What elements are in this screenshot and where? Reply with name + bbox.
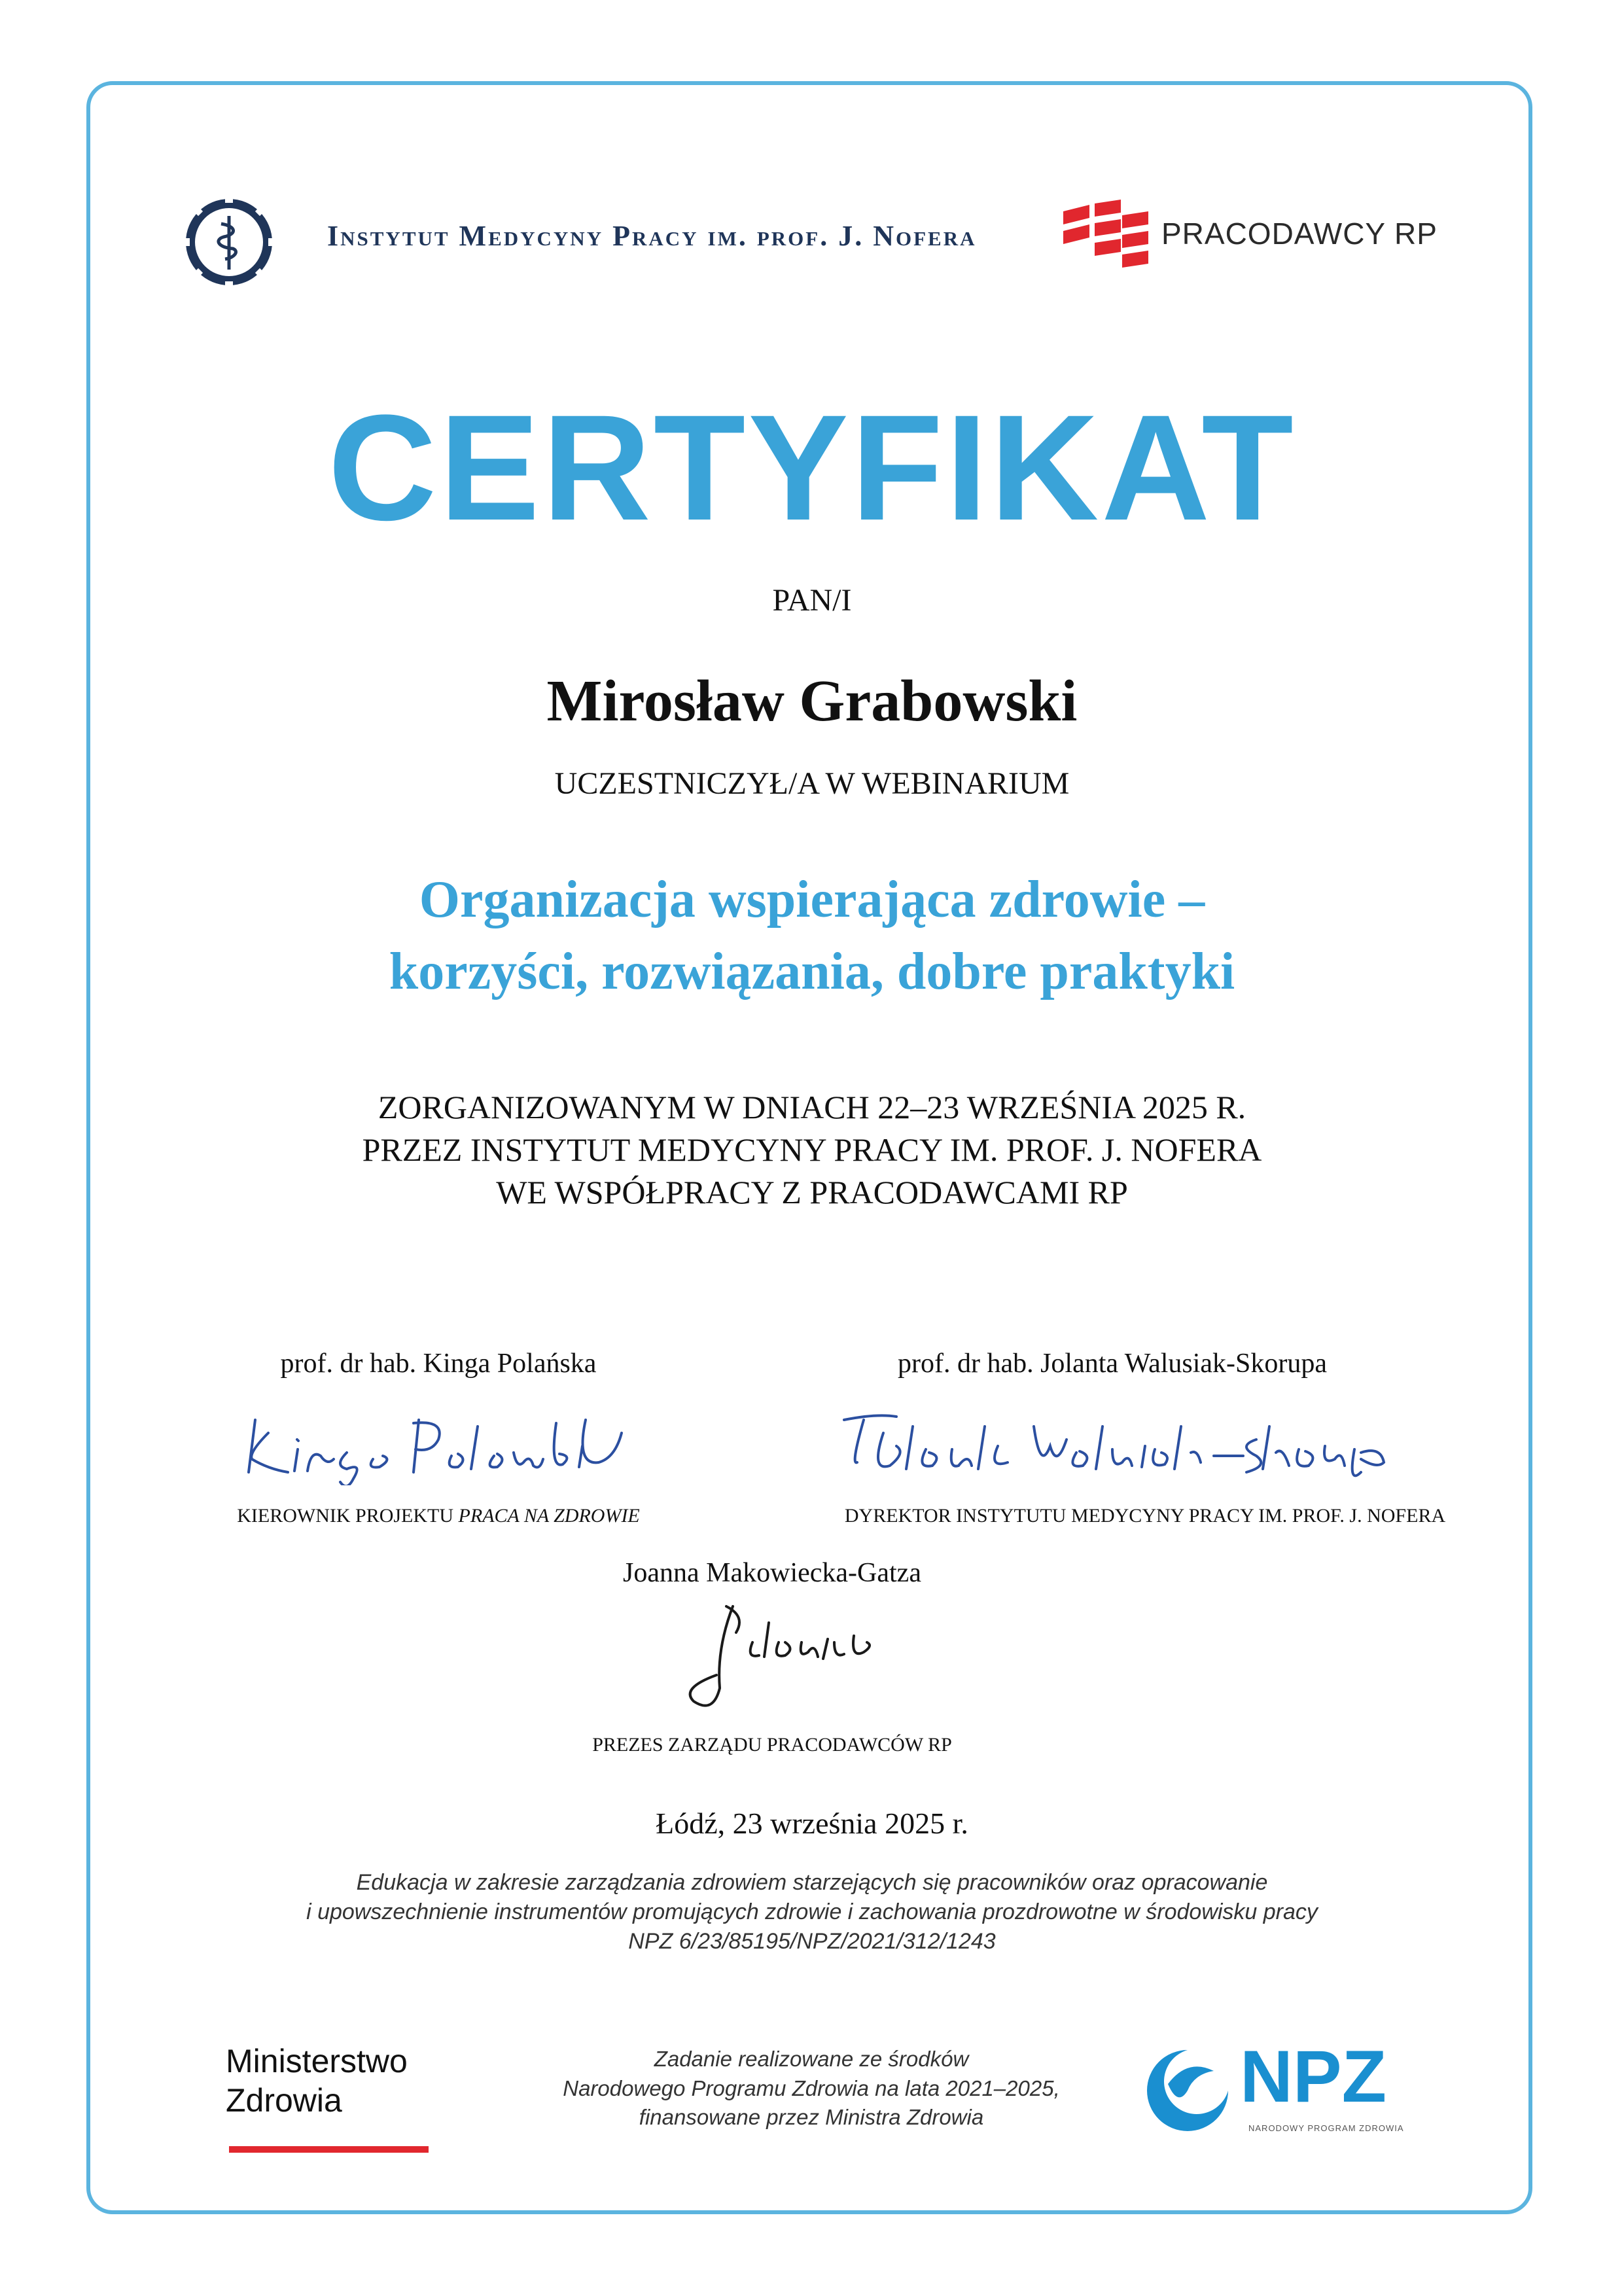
- topic-line-2: korzyści, rozwiązania, dobre praktyki: [389, 943, 1235, 1001]
- signer-center-role: PREZES ZARZĄDU PRACODAWCÓW RP: [592, 1734, 952, 1756]
- signer-left-name: prof. dr hab. Kinga Polańska: [280, 1349, 597, 1379]
- signer-right-role: DYREKTOR INSTYTUTU MEDYCYNY PRACY IM. PROF. J. NOFERA: [844, 1505, 1446, 1527]
- webinar-topic: [0, 864, 1624, 1008]
- organized-line-2: PRZEZ INSTYTUT MEDYCYNY PRACY IM. PROF. J. NOFERA: [362, 1131, 1262, 1168]
- education-line-3: NPZ 6/23/85195/NPZ/2021/312/1243: [628, 1929, 996, 1954]
- ministry-logo: [226, 2041, 408, 2120]
- signature-center: [654, 1597, 890, 1727]
- signer-right-name: prof. dr hab. Jolanta Walusiak-Skorupa: [897, 1349, 1328, 1379]
- organized-line-1: ZORGANIZOWANYM W DNIACH 22–23 WRZEŚNIA 2025 R.: [378, 1089, 1246, 1125]
- funding-note: [458, 2045, 1165, 2132]
- education-line-1: Edukacja w zakresie zarządzania zdrowiem starzejących się pracowników oraz opracowanie: [356, 1870, 1268, 1895]
- place-and-date: Łódź, 23 września 2025 r.: [656, 1807, 968, 1840]
- institute-name: Instytut Medycyny Pracy im. prof. J. Nofera: [327, 220, 977, 252]
- role-project: PRACA NA ZDROWIE: [458, 1505, 640, 1527]
- education-note: [0, 1868, 1624, 1957]
- funding-line-2: Narodowego Programu Zdrowia na lata 2021–2025,: [563, 2075, 1060, 2100]
- npz-subtitle: NARODOWY PROGRAM ZDROWIA: [1248, 2123, 1404, 2133]
- topic-line-1: Organizacja wspierająca zdrowie –: [419, 871, 1205, 928]
- participant-name: Mirosław Grabowski: [546, 669, 1078, 733]
- education-line-2: i upowszechnienie instrumentów promujących zdrowie i zachowania prozdrowotne w środowisku pracy: [306, 1899, 1318, 1925]
- pracodawcy-logo-icon: [1063, 200, 1148, 272]
- signature-right: [838, 1400, 1387, 1485]
- pracodawcy-name: PRACODAWCY RP: [1161, 217, 1438, 251]
- organized-line-3: WE WSPÓŁPRACY Z PRACODAWCAMI RP: [496, 1174, 1128, 1210]
- npz-logo-icon: [1142, 2045, 1233, 2136]
- signer-left-role: [196, 1505, 680, 1527]
- npz-name: NPZ: [1240, 2036, 1386, 2117]
- certificate-title: CERTYFIKAT: [328, 383, 1296, 552]
- funding-line-3: finansowane przez Ministra Zdrowia: [639, 2105, 984, 2130]
- signature-left: [242, 1394, 635, 1485]
- funding-line-1: Zadanie realizowane ze środków: [654, 2047, 969, 2071]
- organizer-statement: [0, 1086, 1624, 1214]
- ministry-line-2: Zdrowia: [226, 2082, 342, 2119]
- signer-center-name: Joanna Makowiecka-Gatza: [623, 1558, 921, 1588]
- salutation: PAN/I: [772, 583, 852, 618]
- participation-statement: UCZESTNICZYŁ/A W WEBINARIUM: [554, 766, 1070, 801]
- role-prefix: KIEROWNIK PROJEKTU: [237, 1505, 459, 1527]
- ministry-red-bar: [229, 2146, 429, 2153]
- institute-logo-icon: [183, 196, 275, 288]
- ministry-line-1: Ministerstwo: [226, 2043, 408, 2079]
